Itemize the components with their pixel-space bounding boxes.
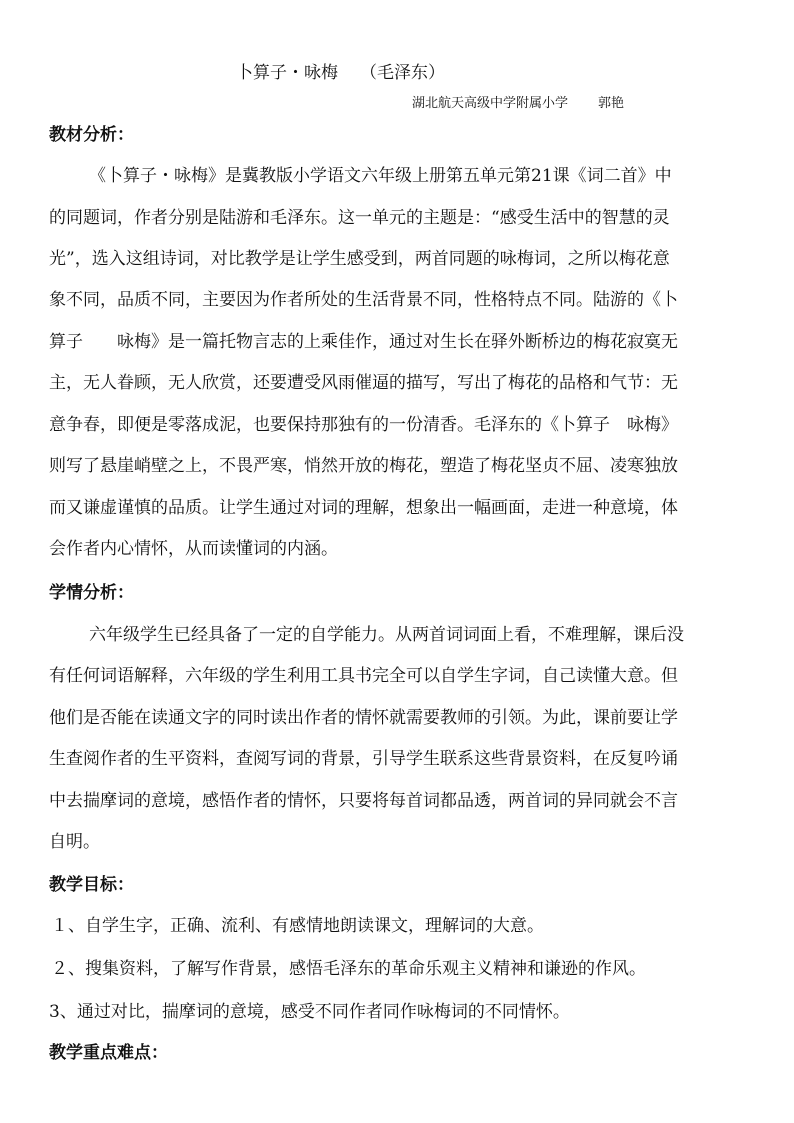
paragraph-line: 自明。 (49, 832, 100, 852)
paragraph-line: 生查阅作者的生平资料，查阅写词的背景，引导学生联系这些背景资料，在反复吟诵 (49, 749, 678, 769)
heading-textbook-analysis: 教材分析： (49, 125, 134, 145)
paragraph-line: 而又谦虚谨慎的品质。让学生通过对词的理解，想象出一幅画面，走进一种意境，体 (49, 498, 678, 518)
poem-title: 卜算子・咏梅 (236, 63, 338, 83)
teacher-name: 郭艳 (598, 96, 625, 111)
byline (412, 92, 624, 111)
goal-item: ２、搜集资料，了解写作背景，感悟毛泽东的革命乐观主义精神和谦逊的作风。 (51, 959, 646, 979)
heading-student-analysis: 学情分析： (49, 583, 134, 603)
goal-item: １、自学生字，正确、流利、有感情地朗读课文，理解词的大意。 (51, 916, 544, 936)
heading-key-points: 教学重点难点： (49, 1043, 168, 1063)
paragraph-line: 中去揣摩词的意境，感悟作者的情怀，只要将每首词都品透，两首词的异同就会不言 (49, 791, 678, 811)
paragraph-line: 的同题词，作者分别是陆游和毛泽东。这一单元的主题是：“感受生活中的智慧的灵 (49, 208, 670, 228)
goal-item: 3、通过对比，揣摩词的意境，感受不同作者同作咏梅词的不同情怀。 (49, 1002, 570, 1022)
paragraph-line: 则写了悬崖峭壁之上，不畏严寒，悄然开放的梅花，塑造了梅花坚贞不屈、凌寒独放 (49, 456, 678, 476)
paragraph-line: 会作者内心情怀，从而读懂词的内涵。 (49, 539, 338, 559)
lesson-title (236, 58, 445, 83)
paragraph-line: 意争春，即便是零落成泥，也要保持那独有的一份清香。毛泽东的《卜算子 咏梅》 (49, 415, 678, 435)
paragraph-line: 有任何词语解释，六年级的学生利用工具书完全可以自学生字词，自己读懂大意。但 (49, 666, 678, 686)
paragraph-line: 光”，选入这组诗词，对比教学是让学生感受到，两首同题的咏梅词，之所以梅花意 (49, 249, 670, 269)
heading-teaching-goals: 教学目标： (49, 875, 134, 895)
paragraph-line: 算子 咏梅》是一篇托物言志的上乘佳作，通过对生长在驿外断桥边的梅花寂寞无 (49, 332, 678, 352)
school-name: 湖北航天高级中学附属小学 (412, 96, 569, 111)
paragraph-line: 象不同，品质不同，主要因为作者所处的生活背景不同，性格特点不同。陆游的《卜 (49, 290, 678, 310)
paragraph-line: 主，无人眷顾，无人欣赏，还要遭受风雨催逼的描写，写出了梅花的品格和气节：无 (49, 373, 678, 393)
paragraph-line: 《卜算子・咏梅》是冀教版小学语文六年级上册第五单元第21课《词二首》中 (89, 166, 672, 186)
poem-author: （毛泽东） (360, 63, 445, 83)
paragraph-line: 他们是否能在读通文字的同时读出作者的情怀就需要教师的引领。为此，课前要让学 (49, 708, 678, 728)
paragraph-line: 六年级学生已经具备了一定的自学能力。从两首词词面上看，不难理解，课后没 (89, 625, 684, 645)
